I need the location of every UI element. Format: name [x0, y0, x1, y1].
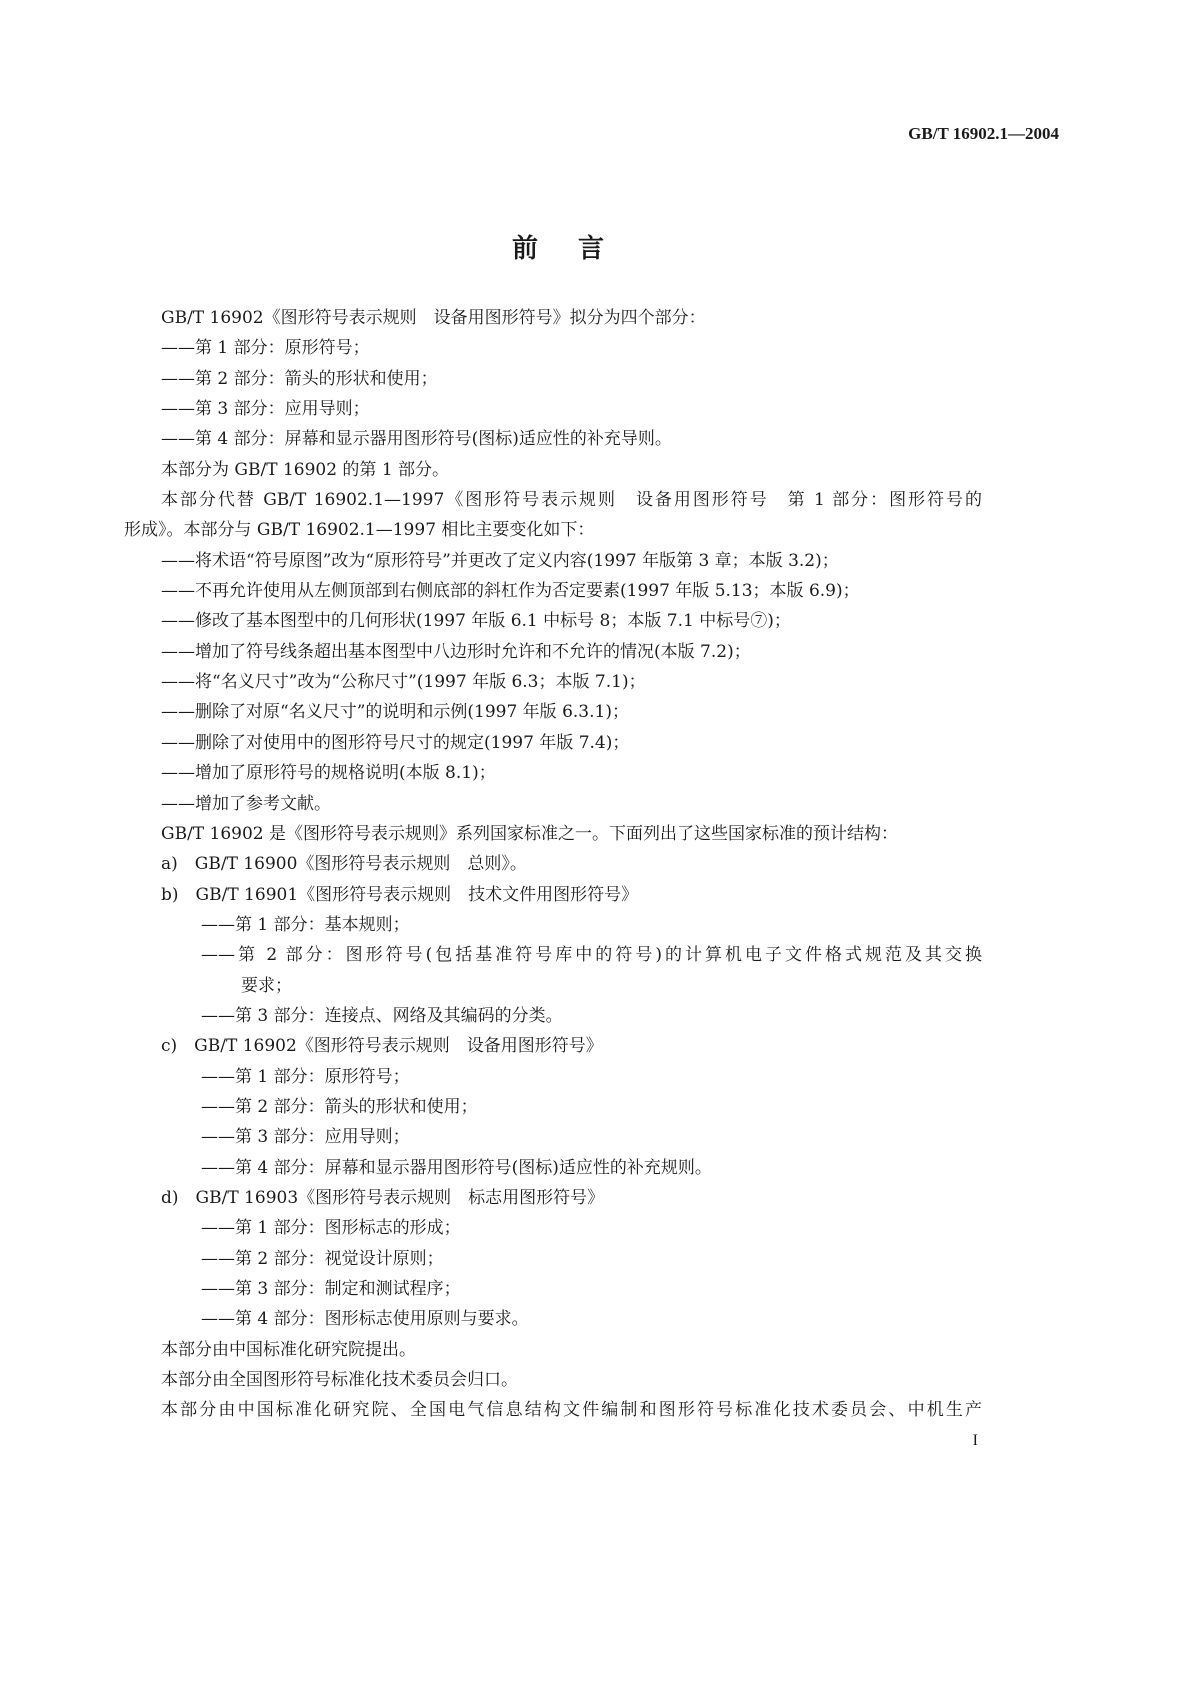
document-number: GB/T 16902.1—2004: [908, 124, 1059, 143]
text-line: 本部分由中国标准化研究院、全国电气信息结构文件编制和图形符号标准化技术委员会、中机生产: [161, 1400, 982, 1421]
text-line: ——第 2 部分：图形符号(包括基准符号库中的符号)的计算机电子文件格式规范及其交换: [201, 945, 982, 966]
text-line: 本部分代替 GB/T 16902.1—1997《图形符号表示规则 设备用图形符号 第 1 部分：图形符号的: [161, 490, 982, 511]
text-line: ——删除了对使用中的图形符号尺寸的规定(1997 年版 7.4)；: [161, 732, 630, 753]
text-line: ——第 3 部分：制定和测试程序；: [201, 1279, 461, 1299]
text-line: GB/T 16902《图形符号表示规则 设备用图形符号》拟分为四个部分：: [161, 308, 706, 328]
text-line: ——第 1 部分：基本规则；: [201, 914, 410, 935]
text-line: ——第 1 部分：原形符号；: [201, 1066, 410, 1087]
text-line: 形成》。本部分与 GB/T 16902.1—1997 相比主要变化如下：: [124, 520, 595, 541]
text-line: 本部分为 GB/T 16902 的第 1 部分。: [161, 459, 450, 480]
text-line: c) GB/T 16902《图形符号表示规则 设备用图形符号》: [161, 1036, 603, 1057]
text-line: ——删除了对原“名义尺寸”的说明和示例(1997 年版 6.3.1)；: [161, 702, 629, 723]
text-line: ——第 3 部分：应用导则；: [201, 1127, 410, 1148]
text-line: 要求；: [241, 975, 292, 996]
page-title: 前言: [511, 234, 644, 264]
text-line: ——将“名义尺寸”改为“公称尺寸”(1997 年版 6.3；本版 7.1)；: [161, 672, 646, 693]
text-line: ——修改了基本图型中的几何形状(1997 年版 6.1 中标号 8；本版 7.1 中标号⑦)；: [161, 611, 791, 632]
text-line: ——不再允许使用从左侧顶部到右侧底部的斜杠作为否定要素(1997 年版 5.13；本版 6.9)；: [161, 581, 860, 602]
text-line: a) GB/T 16900《图形符号表示规则 总则》。: [161, 854, 527, 875]
text-line: ——第 4 部分：屏幕和显示器用图形符号(图标)适应性的补充规则。: [201, 1157, 712, 1178]
text-line: GB/T 16902 是《图形符号表示规则》系列国家标准之一。下面列出了这些国家标准的预计结构：: [161, 823, 899, 844]
text-line: ——第 2 部分：箭头的形状和使用；: [161, 368, 438, 389]
text-line: ——第 4 部分：屏幕和显示器用图形符号(图标)适应性的补充导则。: [161, 429, 672, 450]
text-line: b) GB/T 16901《图形符号表示规则 技术文件用图形符号》: [161, 884, 639, 905]
text-line: ——第 4 部分：图形标志使用原则与要求。: [201, 1309, 529, 1330]
text-line: ——增加了原形符号的规格说明(本版 8.1)；: [161, 763, 496, 784]
text-line: d) GB/T 16903《图形符号表示规则 标志用图形符号》: [161, 1187, 605, 1208]
text-line: 本部分由全国图形符号标准化技术委员会归口。: [161, 1370, 518, 1391]
text-line: ——第 2 部分：箭头的形状和使用；: [201, 1096, 478, 1117]
text-line: ——第 3 部分：连接点、网络及其编码的分类。: [201, 1005, 563, 1026]
text-line: ——增加了符号线条超出基本图型中八边形时允许和不允许的情况(本版 7.2)；: [161, 641, 751, 662]
text-line: ——增加了参考文献。: [161, 793, 331, 814]
foreword-body: [124, 303, 982, 1426]
text-line: ——第 3 部分：应用导则；: [161, 399, 370, 420]
text-line: ——第 2 部分：视觉设计原则；: [201, 1248, 444, 1269]
text-line: 本部分由中国标准化研究院提出。: [161, 1339, 416, 1360]
text-line: ——将术语“符号原图”改为“原形符号”并更改了定义内容(1997 年版第 3 章；本版 3.2)；: [161, 550, 839, 571]
text-line: ——第 1 部分：图形标志的形成；: [201, 1218, 461, 1239]
text-line: ——第 1 部分：原形符号；: [161, 338, 370, 359]
page-number: I: [972, 1432, 978, 1449]
